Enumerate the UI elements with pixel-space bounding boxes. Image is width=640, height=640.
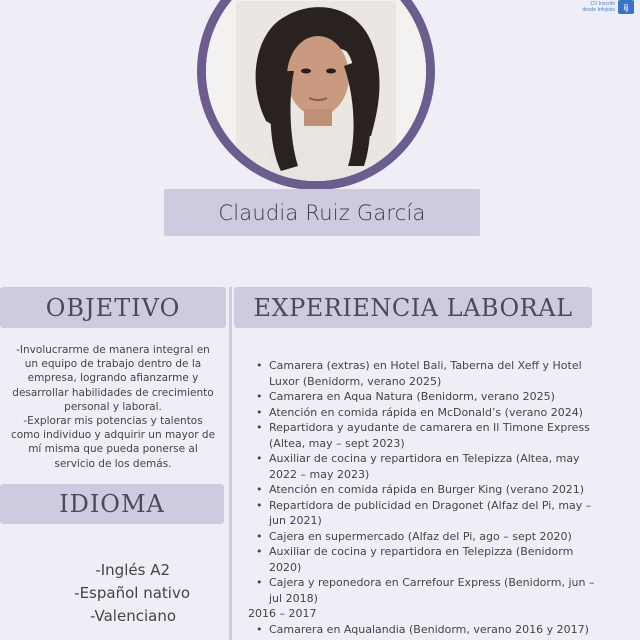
objetivo-paragraph: -Involucrarme de manera integral en un equipo de trabajo dentro de la empresa, logrando afianzarme y desarrollar habilidades de crecimiento personal y laboral. [12, 344, 214, 413]
badge-text [582, 1, 615, 13]
portrait-image [206, 0, 426, 181]
badge-line-2: desde Infojobs [582, 7, 615, 13]
idioma-list [40, 559, 200, 628]
objetivo-paragraph: -Explorar mis potencias y talentos como individuo y adquirir un mayor de mí misma que pueda ponerse al servicio de los demás. [10, 415, 216, 470]
column-divider [229, 287, 232, 640]
idioma-item: -Inglés A2 [95, 561, 170, 579]
experiencia-item: • Camarera en Aqualandia (Benidorm, verano 2016 y 2017) [248, 622, 600, 638]
experiencia-item: • Repartidora de publicidad en Dragonet (Alfaz del Pi, may – jun 2021) [248, 498, 600, 529]
idioma-title: IDIOMA [59, 490, 165, 518]
idioma-item: -Español nativo [74, 584, 190, 602]
objetivo-text [8, 343, 218, 471]
idioma-item: -Valenciano [89, 607, 176, 625]
experiencia-title: EXPERIENCIA LABORAL [253, 293, 573, 322]
objetivo-header [0, 287, 226, 328]
profile-photo-frame [197, 0, 435, 190]
experiencia-item: • Camarera en Aqua Natura (Benidorm, verano 2025) [248, 389, 600, 405]
experiencia-item: • Cajera en supermercado (Alfaz del Pi, ago – sept 2020) [248, 529, 600, 545]
experiencia-header [234, 287, 592, 328]
experiencia-item: • Auxiliar de cocina y repartidora en Telepizza (Benidorm 2020) [248, 544, 600, 575]
name-box [164, 189, 480, 236]
experiencia-list [248, 358, 600, 637]
experiencia-item: • Repartidora y ayudante de camarera en Il Timone Express (Altea, may – sept 2023) [248, 420, 600, 451]
candidate-name: Claudia Ruiz García [218, 200, 426, 225]
experiencia-item: • Cajera y reponedora en Carrefour Express (Benidorm, jun – jul 2018) [248, 575, 600, 606]
experiencia-year: 2016 – 2017 [248, 607, 317, 620]
infojobs-badge[interactable] [582, 0, 634, 14]
objetivo-title: OBJETIVO [45, 293, 181, 322]
profile-photo [206, 0, 426, 181]
experiencia-item: • Atención en comida rápida en Burger King (verano 2021) [248, 482, 600, 498]
experiencia-item: • Camarera (extras) en Hotel Bali, Taberna del Xeff y Hotel Luxor (Benidorm, verano 2025) [248, 358, 600, 389]
infojobs-logo-icon: ij [618, 0, 634, 14]
idioma-header [0, 484, 224, 524]
experiencia-item: • Auxiliar de cocina y repartidora en Telepizza (Altea, may 2022 – may 2023) [248, 451, 600, 482]
badge-line-1: CV Inscrito [590, 1, 615, 7]
experiencia-item: • Atención en comida rápida en McDonald’s (verano 2024) [248, 405, 600, 421]
